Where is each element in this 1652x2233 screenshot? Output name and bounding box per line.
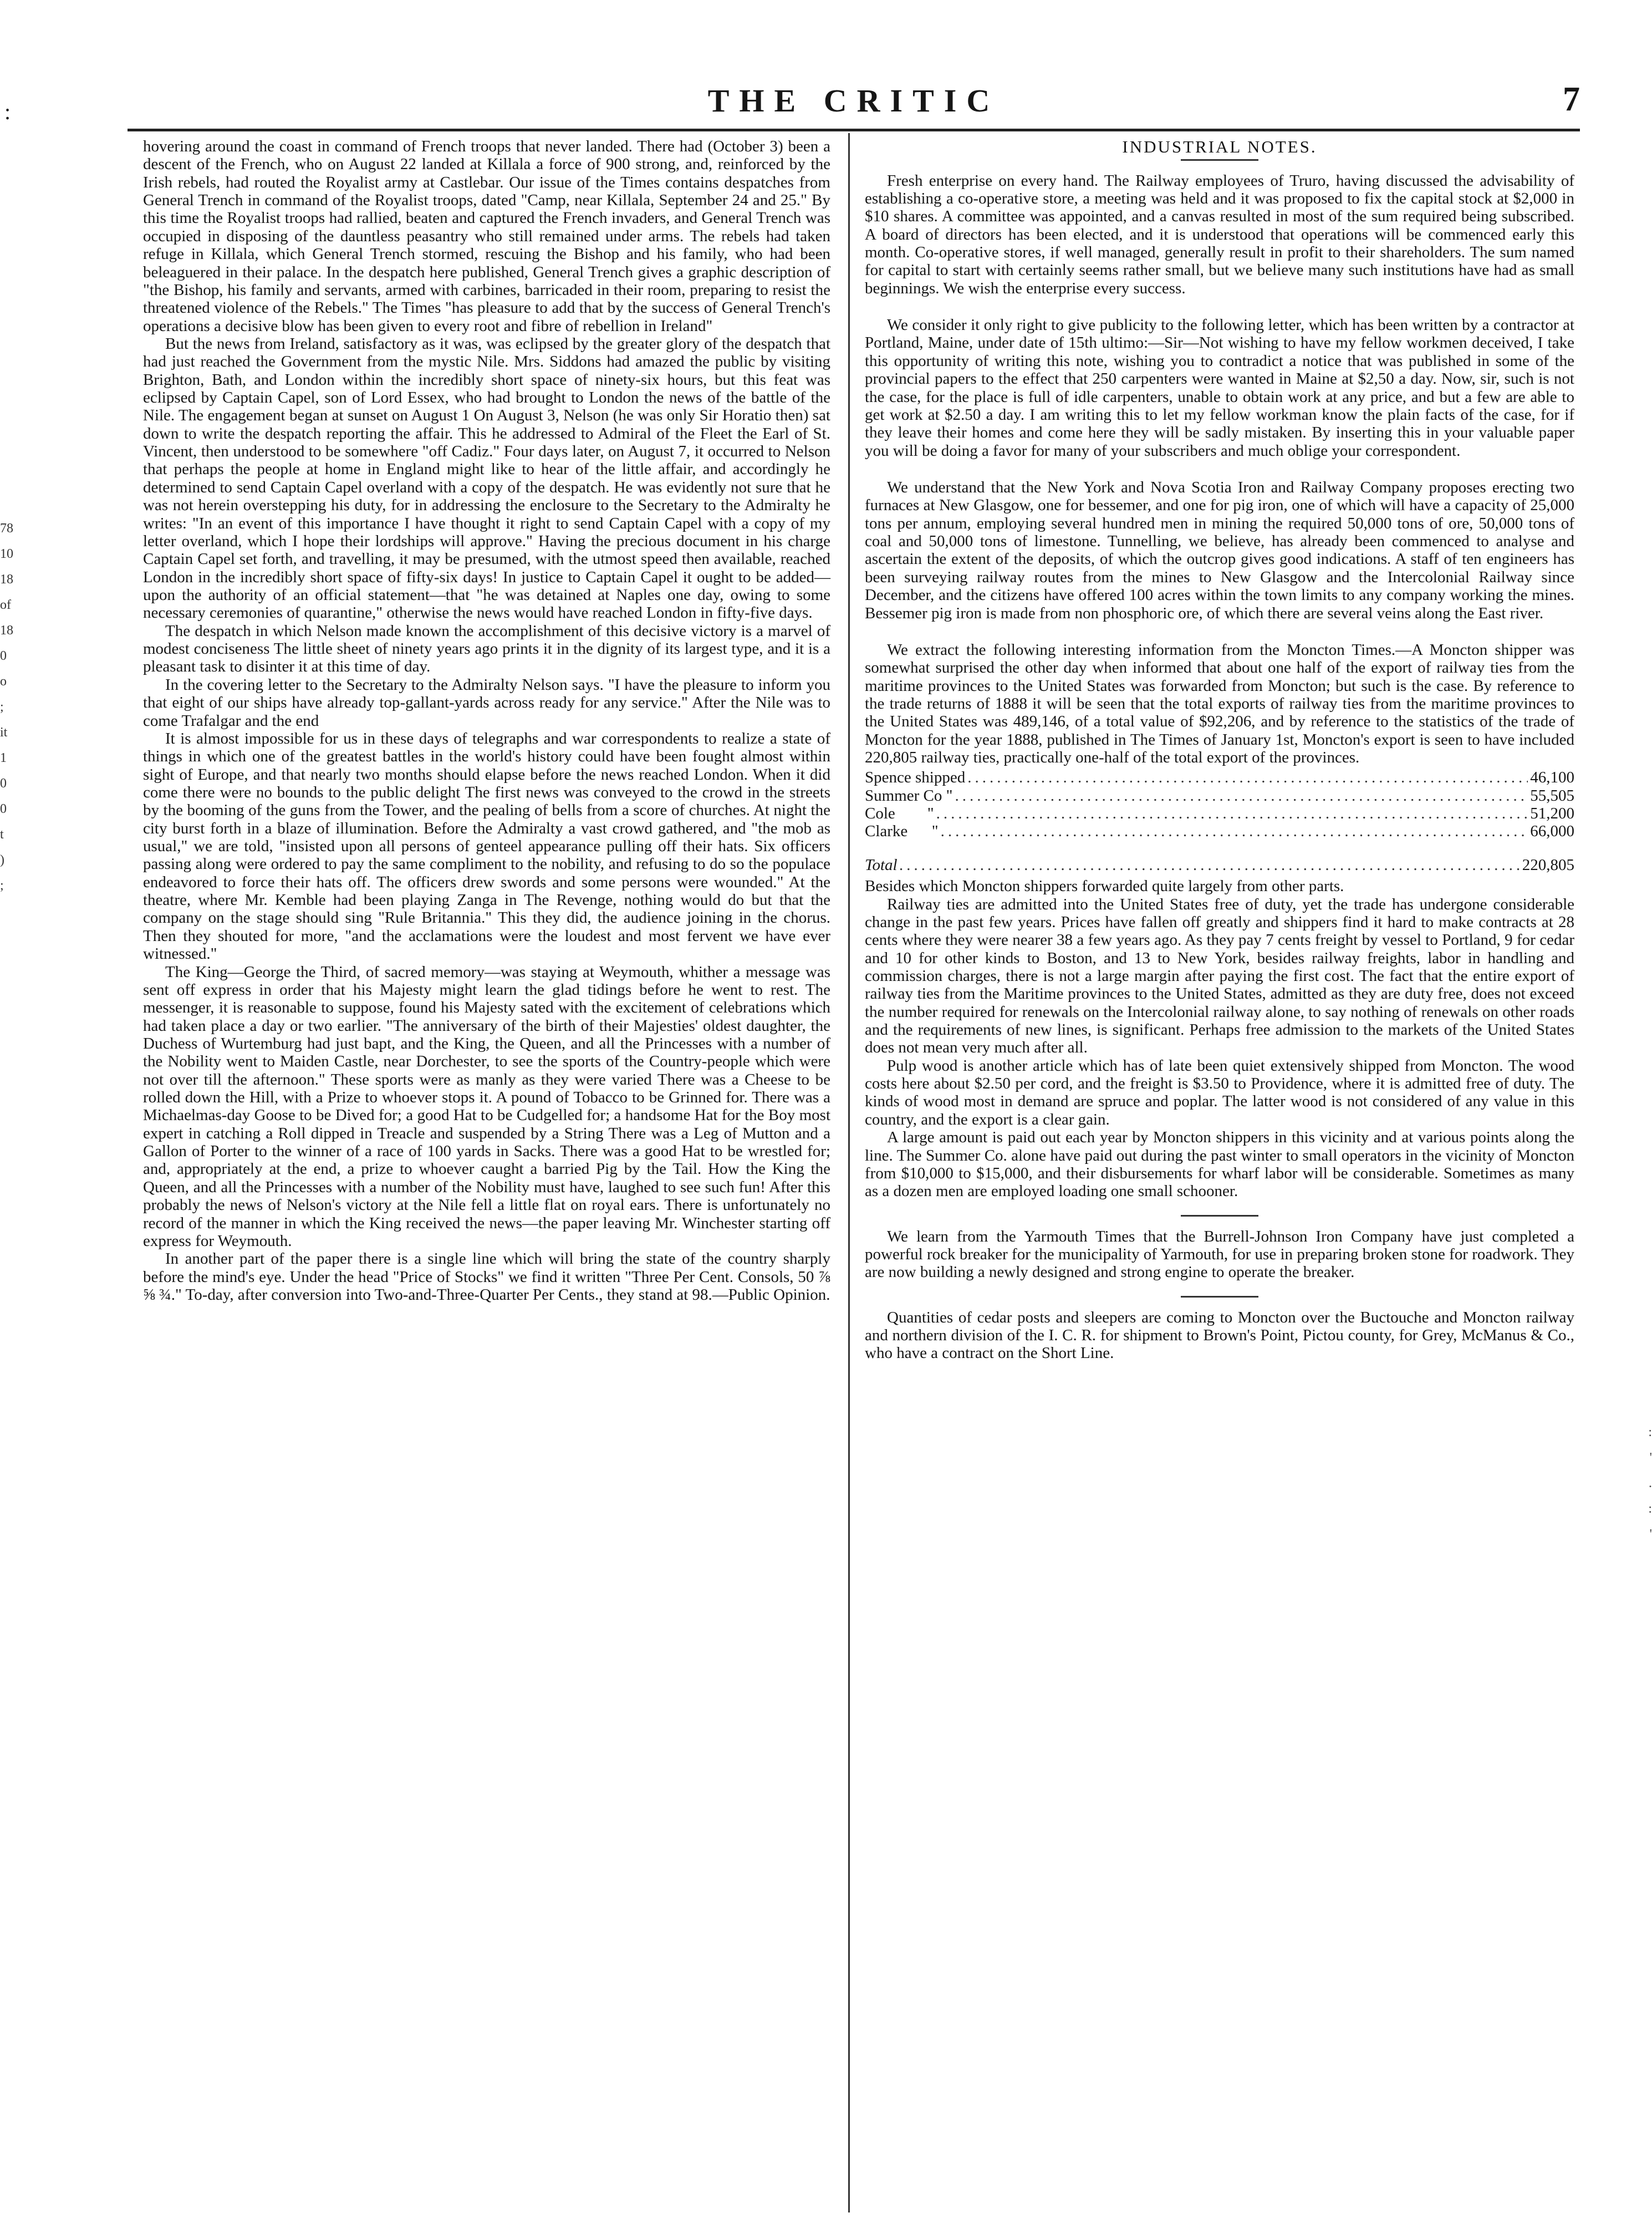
margin-mark: o xyxy=(0,674,7,689)
left-margin-marks xyxy=(0,516,22,898)
table-row xyxy=(865,769,1574,786)
section-title: INDUSTRIAL NOTES. xyxy=(1122,137,1317,156)
row-label: Summer Co " xyxy=(865,786,953,805)
page-number: 7 xyxy=(1563,80,1580,118)
margin-mark: : xyxy=(1648,1502,1652,1516)
railway-ties-table xyxy=(865,769,1574,874)
article-paragraph: In another part of the paper there is a single line which will bring the state of the country sharply before the mind's eye. Under the head "Price of Stocks" we find it written "Three Per Cent. Consols, 50 ⅞ ⅝ ¾." To-day, after conversion into Two-and-Three-Quarter Per Cents., they stand at 98.—Public Opinion. xyxy=(143,1250,830,1304)
total-value: 220,805 xyxy=(1522,856,1574,874)
row-value: 55,505 xyxy=(1530,786,1574,805)
right-margin-marks xyxy=(1630,1420,1652,1547)
column-divider xyxy=(848,133,850,2212)
margin-mark: . xyxy=(1649,1476,1652,1491)
news-item: Quantities of cedar posts and sleepers are coming to Moncton over the Buctouche and Moncton railway and northern division of the I. C. R. for shipment to Brown's Point, Pictou county, for Grey, McManus & Co., who have a contract on the Short Line. xyxy=(865,1308,1574,1362)
row-value: 66,000 xyxy=(1530,822,1574,841)
header-rule xyxy=(128,129,1580,131)
article-paragraph: It is almost impossible for us in these days of telegraphs and war correspondents to realize a state of things in which one of the greatest battles in the world's history could have been fought almost within sight of Europe, and that nearly two months should elapse before the news reached London. When it did come there were no bounds to the public delight The first news was conveyed to the crowd in the streets by the booming of the guns from the Tower, and the pealing of bells from a score of churches. At night the city burst forth in a blaze of illumination. Before the Admiralty a vast crowd gathered, and "the mob as usual," we are told, "insisted upon all persons of genteel appearance pulling off their hats. Six officers passing along were ordered to pay the same compliment to the nobility, and refusing to do so the populace endeavored to force their hats off. The officers drew swords and some persons were wounded." At the theatre, where Mr. Kemble had been playing Zanga in The Revenge, nothing would do but that the company on the stage should sing "Rule Britannia." This they did, the audience joining in the chorus. Then they shouted for more, "and the acclamations were the loudest and most fervent we have ever witnessed." xyxy=(143,729,830,963)
margin-mark: 18 xyxy=(0,623,13,638)
article-paragraph: But the news from Ireland, satisfactory as it was, was eclipsed by the greater glory of the despatch that had just reached the Government from the mystic Nile. Mrs. Siddons had amazed the public by visiting Brighton, Bath, and London within the incredibly short space of ninety-six hours, but this feat was eclipsed by Captain Capel, son of Lord Essex, who had brought to London the news of the battle of the Nile. The engagement began at sunset on August 1 On August 3, Nelson (he was only Sir Horatio then) sat down to write the despatch reporting the affair. This he addressed to Admiral of the Fleet the Earl of St. Vincent, then understood to be somewhere "off Cadiz." Four days later, on August 7, it occurred to Nelson that perhaps the people at home in England might like to hear of the little affair, and accordingly he determined to send Captain Capel overland with a copy of the despatch. He was evidently not sure that he was not herein overstepping his duty, for in addressing the enclosure to the Secretary to the Admiralty he writes: "In an event of this importance I have thought it right to send Captain Capel with a copy of my letter overland, which I hope their lordships will approve." Having the precious document in his charge Captain Capel set forth, and travelling, it may be presumed, with the utmost speed then available, reached London in the incredibly short space of fifty-six days! In justice to Captain Capel it ought to be added—upon the authority of an official statement—that "he was detained at Naples one day, owing to some necessary ceremonies of quarantine," otherwise the news would have reached London in fifty-five days. xyxy=(143,334,830,622)
article-paragraph: hovering around the coast in command of French troops that never landed. There had (October 3) been a descent of the French, who on August 22 landed at Killala a force of 900 strong, and, reinforced by the Irish rebels, had routed the Royalist army at Castlebar. Our issue of the Times contains despatches from General Trench in command of the Royalist troops, dated "Camp, near Killala, September 24 and 25." By this time the Royalist troops had rallied, beaten and captured the French invaders, and General Trench was occupied in disposing of the dauntless peasantry who still remained under arms. The rebels had taken refuge in Killala, which General Trench stormed, rescuing the Bishop and his family, who had been beleaguered in their palace. In the despatch here published, General Trench gives a graphic description of "the Bishop, his family and servants, armed with carbines, barricaded in their room, preparing to resist the threatened violence of the Rebels." The Times "has pleasure to add that by the success of General Trench's operations a decisive blow has been given to every root and fibre of rebellion in Ireland" xyxy=(143,138,830,335)
news-item: We extract the following interesting information from the Moncton Times.—A Moncton shipper was somewhat surprised the other day when informed that about one half of the export of railway ties from the maritime provinces to the United States was forwarded from Moncton; but such is the case. By reference to the trade returns of 1888 it will be seen that the total exports of railway ties from the maritime provinces to the United States was 489,146, of a total value of $92,206, and by reference to the statistics of the trade of Moncton for the year 1888, published in The Times of January 1st, Moncton's export is seen to have included 220,805 railway ties, practically one-half of the total export of the provinces. xyxy=(865,640,1574,767)
news-item: Pulp wood is another article which has of late been quiet extensively shipped from Moncton. The wood costs here about $2.50 per cord, and the freight is $3.50 to Providence, where it is admitted free of duty. The kinds of wood most in demand are spruce and poplar. The latter wood is not considered of any value in this country, and the export is a clear gain. xyxy=(865,1056,1574,1128)
right-column xyxy=(865,138,1574,1362)
margin-mark: 1 xyxy=(0,751,7,765)
margin-mark: ' xyxy=(1649,1451,1652,1465)
margin-mark: ' xyxy=(1649,1527,1652,1542)
total-label: Total xyxy=(865,856,898,874)
article-paragraph: The King—George the Third, of sacred memory—was staying at Weymouth, whither a message was sent off express in order that his Majesty might learn the glad tidings before he went to rest. The messenger, it is reasonable to suppose, found his Majesty sated with the excitement of celebrations which had taken place a day or two earlier. "The anniversary of the birth of their Majesties' oldest daughter, the Duchess of Wurtemburg had just bapt, and the King, the Queen, and all the Princesses with a number of the Nobility went to Maiden Castle, near Dorchester, to see the sports of the Country-people which were not over till the afternoon." These sports were as manly as they were varied There was a Cheese to be rolled down the Hill, with a Prize to whoever stops it. A pound of Tobacco to be Grinned for. There was a Michaelmas-day Goose to be Dived for; a good Hat to be Cudgelled for; a handsome Hat for the Boy most expert in catching a Roll dipped in Treacle and suspended by a String There was a Leg of Mutton and a Gallon of Porter to the winner of a race of 100 yards in Sacks. There was a good Hat to be wrestled for; and, appropriately at the end, a prize to whoever caught a barried Pig by the Tail. How the King the Queen, and all the Princesses with a number of the Nobility must have, laughed to see such fun! After this probably the news of Nelson's victory at the Nile fell a little flat on royal ears. There is unfortunately no record of the manner in which the King received the news—the paper leaving Mr. Winchester starting off express for Weymouth. xyxy=(143,963,830,1250)
margin-mark: ; xyxy=(0,878,4,893)
section-rule xyxy=(1181,1296,1258,1298)
corner-mark: : xyxy=(4,99,11,124)
table-row xyxy=(865,787,1574,805)
page-header xyxy=(128,82,1580,126)
article-paragraph: The despatch in which Nelson made known the accomplishment of this decisive victory is a marvel of modest conciseness The little sheet of ninety years ago prints it in the dignity of its largest type, and it is a pleasant task to disinter it at this time of day. xyxy=(143,622,830,676)
news-item: Railway ties are admitted into the United States free of duty, yet the trade has undergone considerable change in the past few years. Prices have fallen off greatly and shippers find it hard to make contracts at 28 cents where they were nearer 38 a few years ago. As they pay 7 cents freight by vessel to Portland, 9 for cedar and 10 for other kinds to Boston, and 13 to New York, besides railway freights, labor in handling and commission charges, there is not a large margin after paying the first cost. The fact that the entire export of railway ties from the Maritime provinces to the United States, admitted as they are duty free, does not exceed the number required for renewals on the Intercolonial railway alone, to say nothing of renewals on other roads and the requirements of new lines, is significant. Perhaps free admission to the markets of the United States does not mean very much after all. xyxy=(865,895,1574,1057)
row-value: 51,200 xyxy=(1530,805,1574,823)
margin-mark: ) xyxy=(0,853,4,867)
margin-mark: 0 xyxy=(0,802,7,816)
row-label: Spence shipped xyxy=(865,769,966,787)
left-column xyxy=(143,138,830,1304)
row-label: Clarke " xyxy=(865,822,939,841)
margin-mark: 78 xyxy=(0,521,13,536)
margin-mark: 18 xyxy=(0,572,13,587)
margin-mark: 0 xyxy=(0,776,7,791)
section-rule xyxy=(1181,1215,1258,1217)
article-paragraph: In the covering letter to the Secretary to the Admiralty Nelson says. "I have the pleasure to inform you that eight of our ships have already top-gallant-yards across ready for any service." After the Nile was to come Trafalgar and the end xyxy=(143,675,830,730)
margin-mark: : xyxy=(1648,1425,1652,1440)
margin-mark: it xyxy=(0,725,8,740)
row-label: Cole " xyxy=(865,805,934,823)
table-total-row xyxy=(865,856,1574,874)
margin-mark: 0 xyxy=(0,649,7,663)
masthead-title: THE CRITIC xyxy=(707,83,1000,119)
table-row xyxy=(865,805,1574,822)
news-item: We consider it only right to give publicity to the following letter, which has been written by a contractor at Portland, Maine, under date of 15th ultimo:—Sir—Not wishing to have my fellow workmen deceived, I take this opportunity of writing this note, wishing you to contradict a notice that was published in some of the provincial papers to the effect that 250 carpenters were wanted in Maine at $2,50 a day. Now, sir, such is not the case, for the place is full of idle carpenters, unable to obtain work at any price, and but a few are able to get work at $2.50 a day. I am writing this to let my fellow workman know the plain facts of the case, for if they leave their homes and come here they will be sadly mistaken. By inserting this in your valuable paper you will be doing a favor for many of your subscribers and much oblige your correspondent. xyxy=(865,316,1574,460)
news-item: Fresh enterprise on every hand. The Railway employees of Truro, having discussed the advisability of establishing a co-operative store, a meeting was held and it was proposed to fix the capital stock at $2,000 in $10 shares. A committee was appointed, and a canvas resulted in most of the sum required being subscribed. A board of directors has been elected, and it is understood that operations will be commenced early this month. Co-operative stores, if well managed, generally result in profit to their shareholders. The sum named for capital to start with certainly seems rather small, but we believe many such institutions have had as small beginnings. We wish the enterprise every success. xyxy=(865,171,1574,297)
news-item: We learn from the Yarmouth Times that the Burrell-Johnson Iron Company have just completed a powerful rock breaker for the municipality of Yarmouth, for use in preparing broken stone for roadwork. They are now building a newly designed and strong engine to operate the breaker. xyxy=(865,1227,1574,1281)
news-item: Besides which Moncton shippers forwarded quite largely from other parts. xyxy=(865,877,1344,896)
news-item: A large amount is paid out each year by Moncton shippers in this vicinity and at various points along the line. The Summer Co. alone have paid out during the past winter to small operators in the vicinity of Moncton from $10,000 to $15,000, and their disbursements for wharf labor will be considerable. Sometimes as many as a dozen men are employed loading one small schooner. xyxy=(865,1128,1574,1201)
row-value: 46,100 xyxy=(1530,769,1574,787)
table-row xyxy=(865,822,1574,840)
margin-mark: of xyxy=(0,598,11,612)
margin-mark: t xyxy=(0,827,4,842)
margin-mark: 10 xyxy=(0,547,13,561)
news-item: We understand that the New York and Nova Scotia Iron and Railway Company proposes erecting two furnaces at New Glasgow, one for bessemer, and one for pig iron, one of which will have a capacity of 25,000 tons per annum, employing several hundred men in mining the required 50,000 tons of ore, 50,000 tons of coal and 50,000 tons of limestone. Tunnelling, we believe, has already been commenced to analyse and ascertain the extent of the deposits, of which the outcrop gives good indications. A staff of ten engineers has been surveying railway routes from the mines to New Glasgow and the Intercolonial Railway since December, and the citizens have offered 100 acres within the town limits to any company working the mines. Bessemer pig iron is made from non phosphoric ore, of which there are several veins along the East river. xyxy=(865,478,1574,622)
margin-mark: ; xyxy=(0,700,4,714)
section-rule xyxy=(1181,159,1258,161)
